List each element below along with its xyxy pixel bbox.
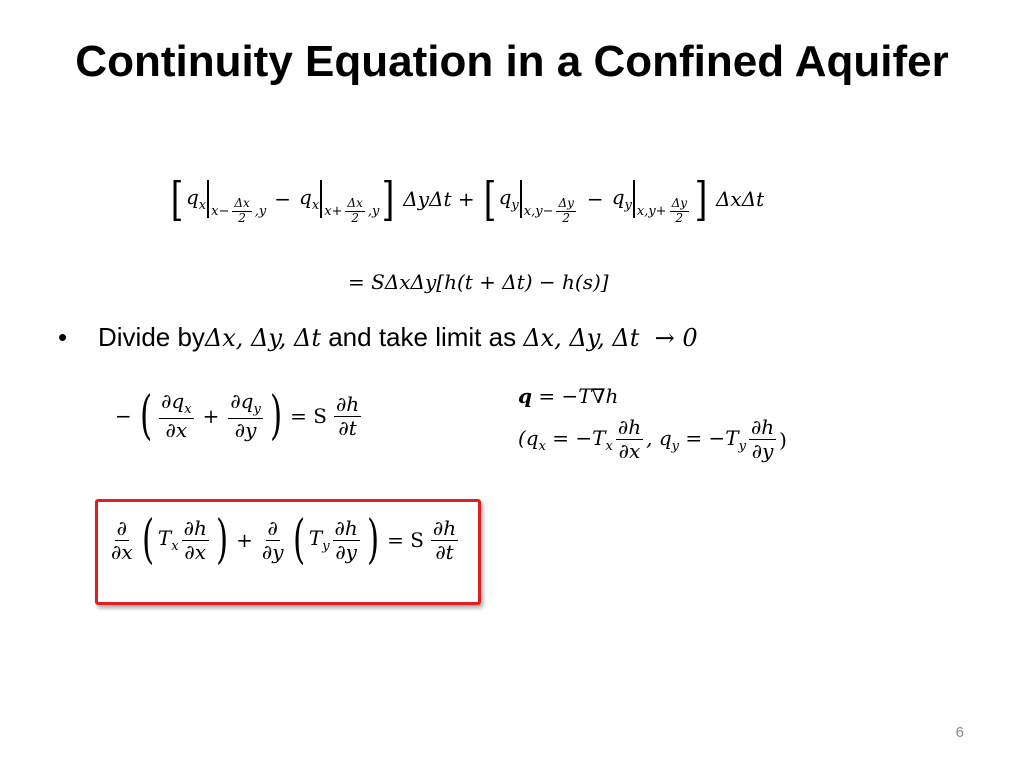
- dqy-dy-fraction: $\frac{\partial q_y}{\partial y}$: [230, 389, 261, 442]
- open-paren: (: [141, 510, 154, 570]
- dh-dt-fraction: $\frac{\partial h}{\partial t}$: [335, 391, 360, 440]
- open-paren: (: [139, 386, 153, 446]
- close-paren: ): [215, 510, 229, 570]
- slide-title: Continuity Equation in a Confined Aquifer: [75, 37, 949, 86]
- darcy-law-components: [518, 416, 787, 463]
- qy-term: , $q_y$: [646, 425, 679, 454]
- q-x-symbol: $q_x$: [299, 185, 320, 213]
- equals-storage: = S: [290, 404, 327, 428]
- close-paren: ): [366, 510, 380, 570]
- mass-balance-equation: [168, 172, 765, 226]
- bullet-math-limit: Δx, Δy, Δt → 0: [523, 323, 698, 352]
- d-dy-operator: $\frac{\partial}{\partial y}$: [261, 515, 284, 564]
- continuity-pde: [115, 386, 364, 446]
- bullet-item: [58, 322, 698, 353]
- q-vector: q: [518, 384, 532, 408]
- groundwater-flow-equation: [106, 510, 461, 570]
- minus-sign: −: [274, 187, 292, 211]
- close-bracket: ]: [382, 172, 395, 226]
- dh-dy-fraction: $\frac{\partial h}{\partial y}$: [750, 415, 775, 463]
- ty-term: = $-T_y$: [679, 425, 746, 454]
- bullet-marker: •: [58, 322, 68, 352]
- qx-open: ($q_x$: [518, 425, 546, 454]
- eval-subscript-x-plus: x+ $\frac{\Delta x}{2}$ ,y: [324, 195, 380, 225]
- eval-bar: [520, 180, 522, 218]
- eval-bar: [207, 180, 209, 218]
- bullet-text-limit: and take limit as: [321, 322, 524, 352]
- eval-subscript-y-plus: x,y+ $\frac{\Delta y}{2}$: [636, 195, 688, 225]
- dx-dt-term: ΔxΔt: [715, 187, 765, 211]
- darcy-vector-rhs: = −T∇h: [531, 384, 619, 408]
- open-paren: (: [292, 510, 305, 570]
- eval-bar: [633, 180, 635, 218]
- close-paren: ): [779, 427, 787, 452]
- dh-dx-fraction: $\frac{\partial h}{\partial x}$: [617, 415, 642, 463]
- page-number: 6: [955, 724, 964, 741]
- dh-dy-fraction: $\frac{\partial h}{\partial y}$: [334, 515, 358, 564]
- q-y-symbol: $q_y$: [611, 185, 632, 213]
- tx-symbol: $T_x$: [157, 526, 179, 554]
- q-x-symbol: $q_x$: [185, 185, 207, 213]
- bullet-math-deltas: Δx, Δy, Δt: [204, 323, 321, 352]
- ty-symbol: $T_y$: [308, 526, 330, 554]
- storage-equation-rhs: = SΔxΔy[h(t + Δt) − h(s)]: [348, 270, 609, 294]
- open-bracket: [: [483, 172, 496, 226]
- d-dx-operator: $\frac{\partial}{\partial x}$: [111, 515, 133, 564]
- darcy-law-vector: [518, 384, 618, 408]
- minus-sign: −: [586, 187, 604, 211]
- equals-storage: = S: [387, 528, 424, 552]
- eval-subscript-y-minus: x,y− $\frac{\Delta y}{2}$: [523, 195, 574, 225]
- plus-sign: +: [236, 528, 253, 552]
- dy-dt-term: ΔyΔt +: [403, 187, 475, 211]
- tx-term: = $-T_x$: [545, 425, 613, 454]
- eval-bar: [320, 180, 322, 218]
- close-bracket: ]: [694, 172, 708, 226]
- bullet-text-divide: Divide by: [98, 322, 205, 352]
- dh-dx-fraction: $\frac{\partial h}{\partial x}$: [183, 515, 207, 564]
- dqx-dx-fraction: $\frac{\partial q_x}{\partial x}$: [161, 389, 192, 442]
- plus-sign: +: [202, 404, 220, 428]
- open-bracket: [: [170, 172, 184, 226]
- close-paren: ): [269, 386, 283, 446]
- minus-sign: −: [115, 404, 132, 428]
- eval-subscript-x-minus: x− $\frac{\Delta x}{2}$ ,y: [211, 195, 267, 225]
- dh-dt-fraction: $\frac{\partial h}{\partial t}$: [432, 515, 457, 564]
- q-y-symbol: $q_y$: [498, 185, 519, 213]
